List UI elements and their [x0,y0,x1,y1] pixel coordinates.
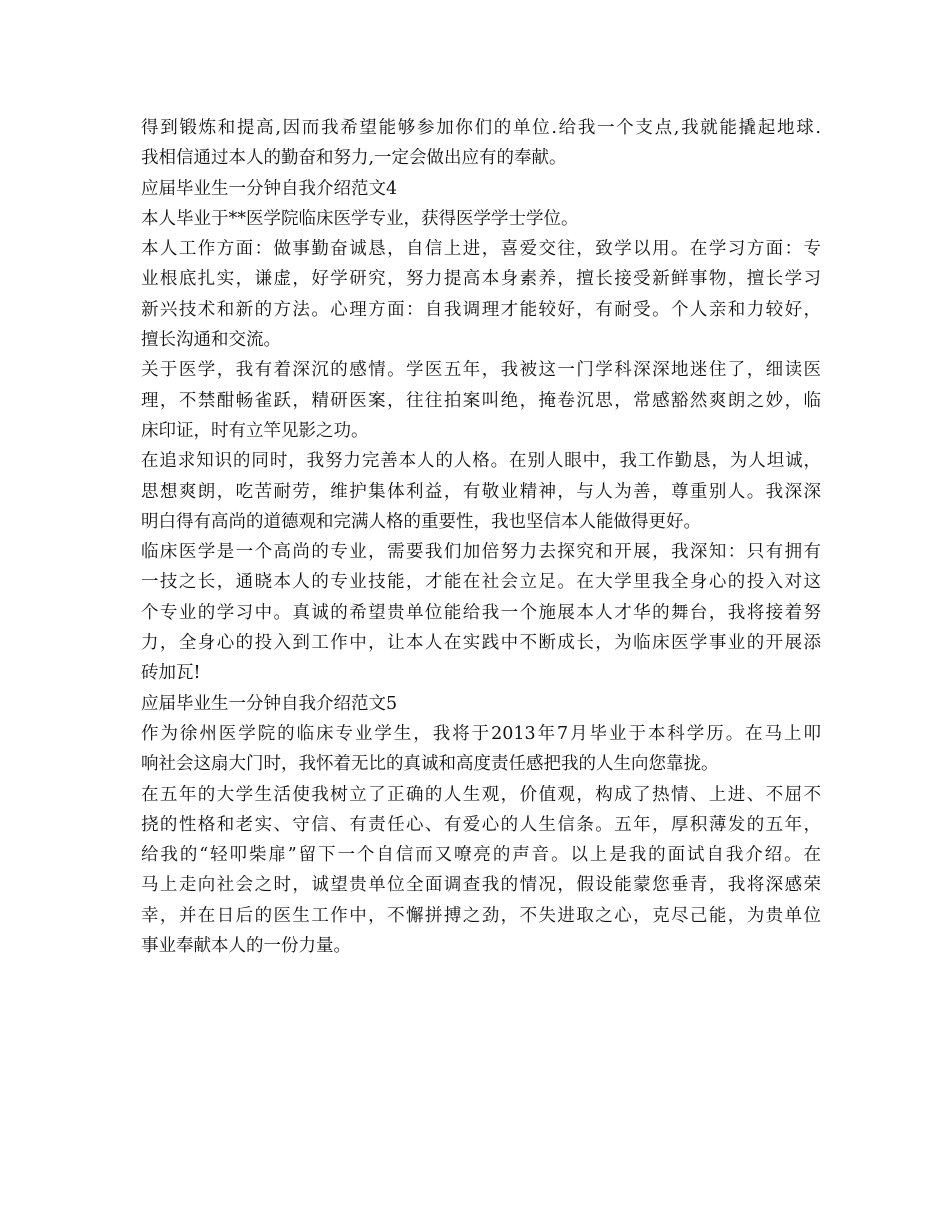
text-line: 力，全身心的投入到工作中，让本人在实践中不断成长，为临床医学事业的开展添 [141,633,821,654]
document-body [141,113,821,961]
text-line: 事业奉献本人的一份力量。 [141,936,351,957]
text-line: 作为徐州医学院的临床专业学生，我将于2013年7月毕业于本科学历。在马上叩 [141,723,821,744]
text-line: 业根底扎实，谦虚，好学研究，努力提高本身素养，擅长接受新鲜事物，擅长学习 [141,269,821,290]
text-line: 挠的性格和老实、守信、有责任心、有爱心的人生信条。五年，厚积薄发的五年， [141,814,821,835]
text-line: 关于医学，我有着深沉的感情。学医五年，我被这一门学科深深地迷住了，细读医 [141,360,821,381]
section-heading-sample-4 [141,174,821,204]
text-line: 临床医学是一个高尚的专业，需要我们加倍努力去探究和开展，我深知：只有拥有 [141,542,821,563]
text-line: 本人毕业于**医学院临床医学专业，获得医学学士学位。 [141,208,579,229]
text-line: 在追求知识的同时，我努力完善本人的人格。在别人眼中，我工作勤恳，为人坦诚， [141,451,821,472]
paragraph-xuzhou-student [141,719,821,780]
text-line: 明白得有高尚的道德观和完满人格的重要性，我也坚信本人能做得更好。 [141,511,701,532]
paragraph-intro-closing [141,113,821,174]
text-line: 理，不禁酣畅雀跃，精研医案，往往拍案叫绝，掩卷沉思，常感豁然爽朗之妙，临 [141,390,821,411]
paragraph-work-study [141,234,821,355]
paragraph-clinical-medicine [141,537,821,688]
text-line: 砖加瓦! [141,663,201,684]
text-line: 响社会这扇大门时，我怀着无比的真诚和高度责任感把我的人生向您靠拢。 [141,754,719,775]
paragraph-graduation [141,204,821,234]
section-heading-sample-5 [141,689,821,719]
text-line: 在五年的大学生活使我树立了正确的人生观，价值观，构成了热情、上进、不屈不 [141,784,821,805]
heading-text: 应届毕业生一分钟自我介绍范文5 [141,693,398,714]
text-line: 幸，并在日后的医生工作中，不懈拼搏之劲，不失进取之心，克尽己能，为贵单位 [141,905,821,926]
text-line: 给我的“轻叩柴扉”留下一个自信而又嘹亮的声音。以上是我的面试自我介绍。在 [141,845,821,866]
text-line: 我相信通过本人的勤奋和努力,一定会做出应有的奉献。 [141,148,567,169]
text-line: 本人工作方面：做事勤奋诚恳，自信上进，喜爱交往，致学以用。在学习方面：专 [141,239,821,260]
text-line: 得到锻炼和提高,因而我希望能够参加你们的单位.给我一个支点,我就能撬起地球. [141,118,821,138]
text-line: 一技之长，通晓本人的专业技能，才能在社会立足。在大学里我全身心的投入对这 [141,572,821,593]
paragraph-five-years [141,780,821,962]
text-line: 个专业的学习中。真诚的希望贵单位能给我一个施展本人才华的舞台，我将接着努 [141,602,821,623]
paragraph-character [141,446,821,537]
text-line: 马上走向社会之时，诚望贵单位全面调查我的情况，假设能蒙您垂青，我将深感荣 [141,875,821,896]
paragraph-medicine-passion [141,355,821,446]
text-line: 擅长沟通和交流。 [141,330,281,351]
heading-text: 应届毕业生一分钟自我介绍范文4 [141,178,398,199]
text-line: 新兴技术和新的方法。心理方面：自我调理才能较好，有耐受。个人亲和力较好， [141,299,821,320]
text-line: 床印证，时有立竿见影之功。 [141,420,369,441]
text-line: 思想爽朗，吃苦耐劳，维护集体利益，有敬业精神，与人为善，尊重别人。我深深 [141,481,821,502]
